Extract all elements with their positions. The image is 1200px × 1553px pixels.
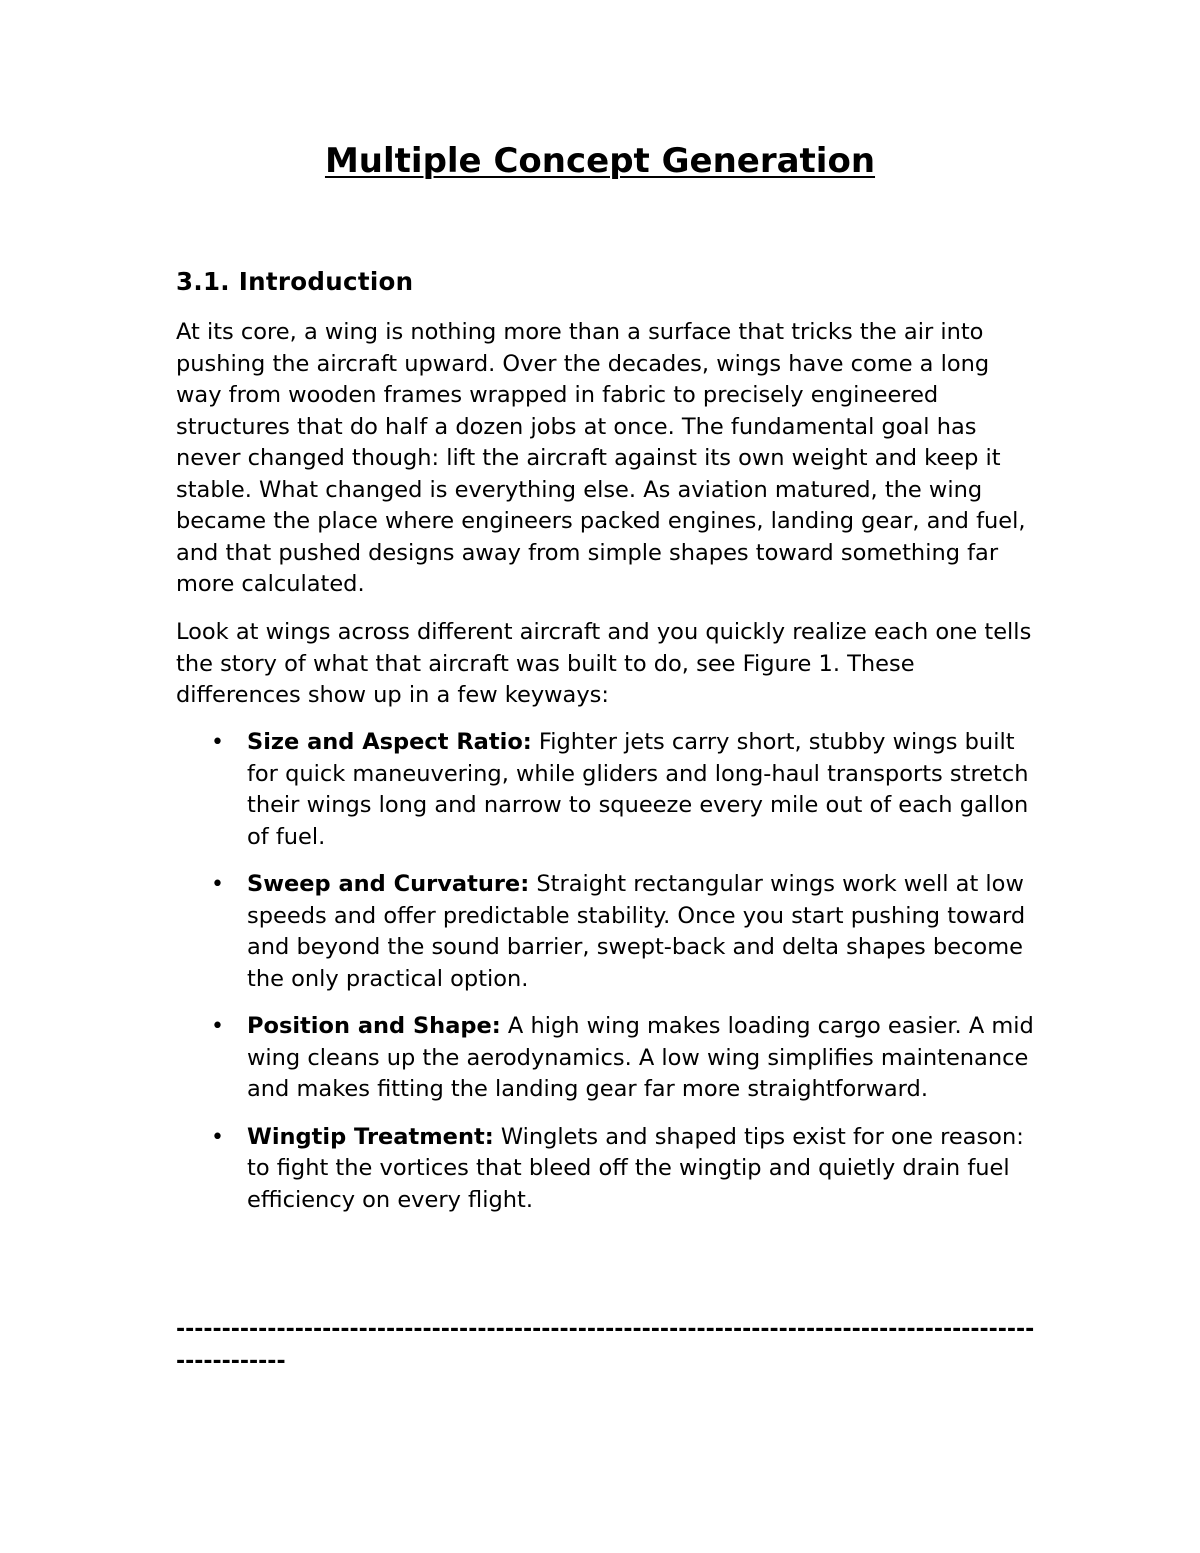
intro-paragraph: At its core, a wing is nothing more than a surface that tricks the air into pushing the aircraft upward. Over the decades, wings have come a long way from wooden frames wrapped in fabric to precisely engineered structures that do half a dozen jobs at once. The fundamental goal has never changed though: lift the aircraft against its own weight and keep it stable. What changed is everything else. As aviation matured, the wing became the place where engineers packed engines, landing gear, and fuel, and that pushed designs away from simple shapes toward something far more calculated.: [176, 319, 1026, 597]
list-item-size-aspect-ratio: [176, 727, 1036, 853]
bullet-term: Position and Shape:: [247, 1013, 501, 1039]
bullet-text: Straight rectangular wings work well at low speeds and offer predictable stability. Once you start pushing toward and beyond the sound barrier, swept-back and delta shapes become the only practical option.: [247, 871, 1026, 992]
bullet-term: Sweep and Curvature:: [247, 871, 530, 897]
list-item-sweep-curvature: [176, 869, 1036, 995]
bullet-icon: •: [211, 1014, 224, 1039]
bullet-text: Fighter jets carry short, stubby wings built for quick maneuvering, while gliders and long-haul transports stretch their wings long and narrow to squeeze every mile out of each gallon of fuel.: [247, 729, 1029, 850]
wing-differences-list: [176, 727, 1036, 1232]
document-title: Multiple Concept Generation: [324, 141, 876, 181]
bullet-text: A high wing makes loading cargo easier. A mid wing cleans up the aerodynamics. A low wing simplifies maintenance and makes fitting the landing gear far more straightforward.: [247, 1013, 1034, 1102]
differences-paragraph: Look at wings across different aircraft and you quickly realize each one tells the story of what that aircraft was built to do, see Figure 1. These differences show up in a few keyways:: [176, 619, 1032, 708]
bullet-term: Size and Aspect Ratio:: [247, 729, 532, 755]
section-heading: 3.1. Introduction: [176, 267, 414, 296]
bullet-term: Wingtip Treatment:: [247, 1123, 494, 1150]
list-item-position-shape: [176, 1011, 1036, 1106]
separator-line: ----------------------------------------------------------------------------------------------------------: [176, 1317, 1035, 1374]
bullet-icon: •: [211, 872, 224, 897]
bullet-icon: •: [211, 730, 224, 755]
bullet-icon: •: [211, 1124, 224, 1150]
list-item-wingtip-treatment: [176, 1122, 1036, 1217]
bullet-text: Winglets and shaped tips exist for one reason: to fight the vortices that bleed off the wingtip and quietly drain fuel efficiency on every flight.: [247, 1123, 1024, 1213]
